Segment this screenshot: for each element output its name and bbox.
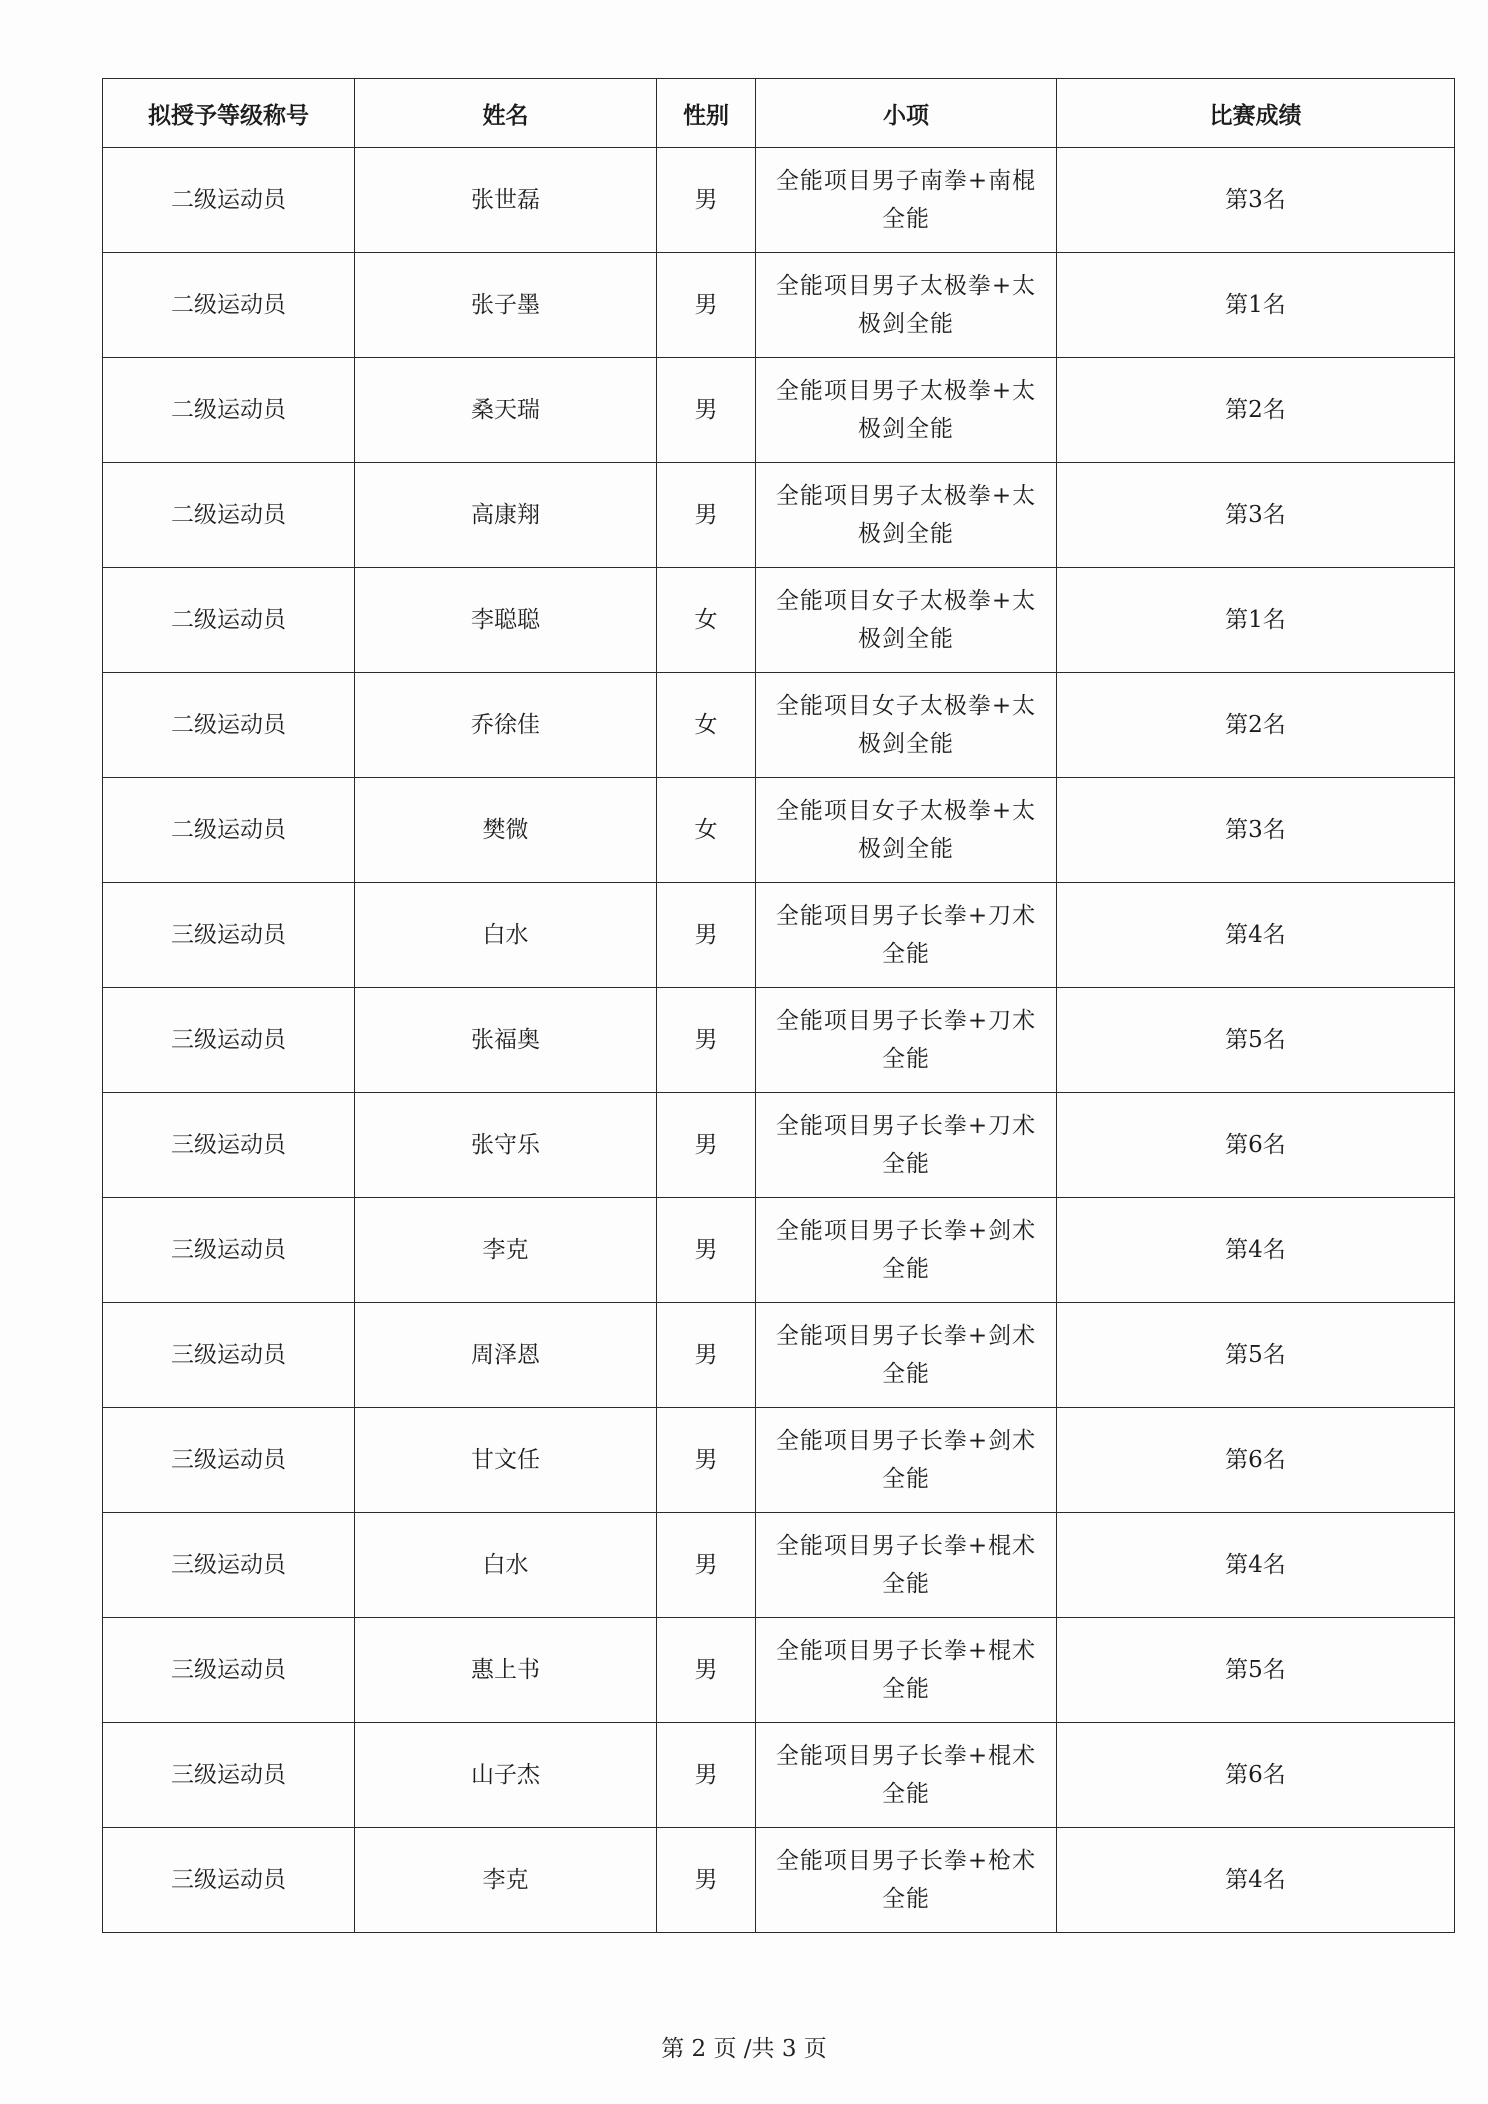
cell-gender: 男 bbox=[657, 463, 756, 568]
cell-gender: 男 bbox=[657, 148, 756, 253]
cell-gender: 男 bbox=[657, 1093, 756, 1198]
cell-name: 甘文任 bbox=[355, 1408, 657, 1513]
cell-level: 三级运动员 bbox=[103, 1303, 355, 1408]
table-row bbox=[103, 568, 1455, 673]
cell-result: 第1名 bbox=[1057, 568, 1455, 673]
table-header bbox=[103, 79, 1455, 148]
table-row bbox=[103, 148, 1455, 253]
cell-event: 全能项目女子太极拳+太极剑全能 bbox=[756, 568, 1057, 673]
cell-level: 二级运动员 bbox=[103, 463, 355, 568]
table-row bbox=[103, 988, 1455, 1093]
cell-event: 全能项目男子长拳+刀术全能 bbox=[756, 883, 1057, 988]
page-number: 第 2 页 /共 3 页 bbox=[661, 2036, 827, 2062]
cell-gender: 男 bbox=[657, 1618, 756, 1723]
cell-name: 李克 bbox=[355, 1828, 657, 1933]
cell-result: 第1名 bbox=[1057, 253, 1455, 358]
table-row bbox=[103, 1198, 1455, 1303]
cell-result: 第5名 bbox=[1057, 1618, 1455, 1723]
cell-gender: 男 bbox=[657, 358, 756, 463]
header-result: 比赛成绩 bbox=[1057, 79, 1455, 148]
cell-event: 全能项目男子南拳+南棍全能 bbox=[756, 148, 1057, 253]
cell-result: 第3名 bbox=[1057, 463, 1455, 568]
cell-result: 第4名 bbox=[1057, 1198, 1455, 1303]
cell-level: 三级运动员 bbox=[103, 1093, 355, 1198]
header-row bbox=[103, 79, 1455, 148]
cell-level: 三级运动员 bbox=[103, 1408, 355, 1513]
cell-event: 全能项目男子长拳+剑术全能 bbox=[756, 1303, 1057, 1408]
table-row bbox=[103, 778, 1455, 883]
cell-gender: 男 bbox=[657, 253, 756, 358]
table-row bbox=[103, 883, 1455, 988]
table-body bbox=[103, 148, 1455, 1933]
cell-name: 张福奥 bbox=[355, 988, 657, 1093]
cell-event: 全能项目男子太极拳+太极剑全能 bbox=[756, 463, 1057, 568]
cell-level: 二级运动员 bbox=[103, 358, 355, 463]
cell-result: 第3名 bbox=[1057, 778, 1455, 883]
cell-level: 三级运动员 bbox=[103, 1828, 355, 1933]
table-row bbox=[103, 1093, 1455, 1198]
table-row bbox=[103, 1618, 1455, 1723]
cell-event: 全能项目男子长拳+刀术全能 bbox=[756, 1093, 1057, 1198]
cell-gender: 女 bbox=[657, 778, 756, 883]
cell-result: 第6名 bbox=[1057, 1408, 1455, 1513]
cell-gender: 男 bbox=[657, 1198, 756, 1303]
cell-result: 第5名 bbox=[1057, 988, 1455, 1093]
cell-gender: 男 bbox=[657, 883, 756, 988]
cell-result: 第4名 bbox=[1057, 883, 1455, 988]
cell-name: 樊微 bbox=[355, 778, 657, 883]
header-gender: 性别 bbox=[657, 79, 756, 148]
cell-name: 张子墨 bbox=[355, 253, 657, 358]
header-level: 拟授予等级称号 bbox=[103, 79, 355, 148]
cell-name: 高康翔 bbox=[355, 463, 657, 568]
cell-result: 第6名 bbox=[1057, 1093, 1455, 1198]
cell-event: 全能项目男子长拳+剑术全能 bbox=[756, 1198, 1057, 1303]
cell-gender: 男 bbox=[657, 1303, 756, 1408]
cell-level: 三级运动员 bbox=[103, 1198, 355, 1303]
cell-result: 第5名 bbox=[1057, 1303, 1455, 1408]
cell-event: 全能项目男子长拳+剑术全能 bbox=[756, 1408, 1057, 1513]
cell-name: 白水 bbox=[355, 883, 657, 988]
cell-level: 三级运动员 bbox=[103, 1618, 355, 1723]
table-row bbox=[103, 1513, 1455, 1618]
cell-result: 第4名 bbox=[1057, 1513, 1455, 1618]
cell-name: 李克 bbox=[355, 1198, 657, 1303]
cell-result: 第3名 bbox=[1057, 148, 1455, 253]
cell-event: 全能项目男子长拳+棍术全能 bbox=[756, 1723, 1057, 1828]
cell-name: 周泽恩 bbox=[355, 1303, 657, 1408]
cell-result: 第4名 bbox=[1057, 1828, 1455, 1933]
cell-name: 山子杰 bbox=[355, 1723, 657, 1828]
cell-name: 惠上书 bbox=[355, 1618, 657, 1723]
header-event: 小项 bbox=[756, 79, 1057, 148]
cell-result: 第2名 bbox=[1057, 673, 1455, 778]
cell-level: 二级运动员 bbox=[103, 253, 355, 358]
table-row bbox=[103, 358, 1455, 463]
cell-gender: 女 bbox=[657, 568, 756, 673]
cell-level: 三级运动员 bbox=[103, 1513, 355, 1618]
cell-name: 白水 bbox=[355, 1513, 657, 1618]
cell-event: 全能项目男子长拳+枪术全能 bbox=[756, 1828, 1057, 1933]
cell-event: 全能项目男子太极拳+太极剑全能 bbox=[756, 253, 1057, 358]
cell-level: 三级运动员 bbox=[103, 1723, 355, 1828]
cell-event: 全能项目女子太极拳+太极剑全能 bbox=[756, 673, 1057, 778]
cell-name: 乔徐佳 bbox=[355, 673, 657, 778]
table-row bbox=[103, 1723, 1455, 1828]
table-row bbox=[103, 1408, 1455, 1513]
cell-name: 张守乐 bbox=[355, 1093, 657, 1198]
cell-event: 全能项目男子长拳+棍术全能 bbox=[756, 1618, 1057, 1723]
cell-level: 二级运动员 bbox=[103, 568, 355, 673]
cell-result: 第6名 bbox=[1057, 1723, 1455, 1828]
cell-gender: 女 bbox=[657, 673, 756, 778]
cell-level: 三级运动员 bbox=[103, 883, 355, 988]
table-row bbox=[103, 253, 1455, 358]
athlete-roster-table bbox=[102, 78, 1455, 1933]
cell-event: 全能项目男子太极拳+太极剑全能 bbox=[756, 358, 1057, 463]
cell-gender: 男 bbox=[657, 988, 756, 1093]
cell-name: 张世磊 bbox=[355, 148, 657, 253]
header-name: 姓名 bbox=[355, 79, 657, 148]
cell-gender: 男 bbox=[657, 1513, 756, 1618]
cell-gender: 男 bbox=[657, 1723, 756, 1828]
cell-level: 二级运动员 bbox=[103, 673, 355, 778]
cell-event: 全能项目男子长拳+刀术全能 bbox=[756, 988, 1057, 1093]
cell-level: 三级运动员 bbox=[103, 988, 355, 1093]
cell-event: 全能项目女子太极拳+太极剑全能 bbox=[756, 778, 1057, 883]
cell-name: 桑天瑞 bbox=[355, 358, 657, 463]
cell-event: 全能项目男子长拳+棍术全能 bbox=[756, 1513, 1057, 1618]
cell-level: 二级运动员 bbox=[103, 778, 355, 883]
cell-name: 李聪聪 bbox=[355, 568, 657, 673]
table-row bbox=[103, 673, 1455, 778]
cell-result: 第2名 bbox=[1057, 358, 1455, 463]
table-row bbox=[103, 1828, 1455, 1933]
table-row bbox=[103, 463, 1455, 568]
cell-gender: 男 bbox=[657, 1408, 756, 1513]
cell-level: 二级运动员 bbox=[103, 148, 355, 253]
cell-gender: 男 bbox=[657, 1828, 756, 1933]
table-row bbox=[103, 1303, 1455, 1408]
